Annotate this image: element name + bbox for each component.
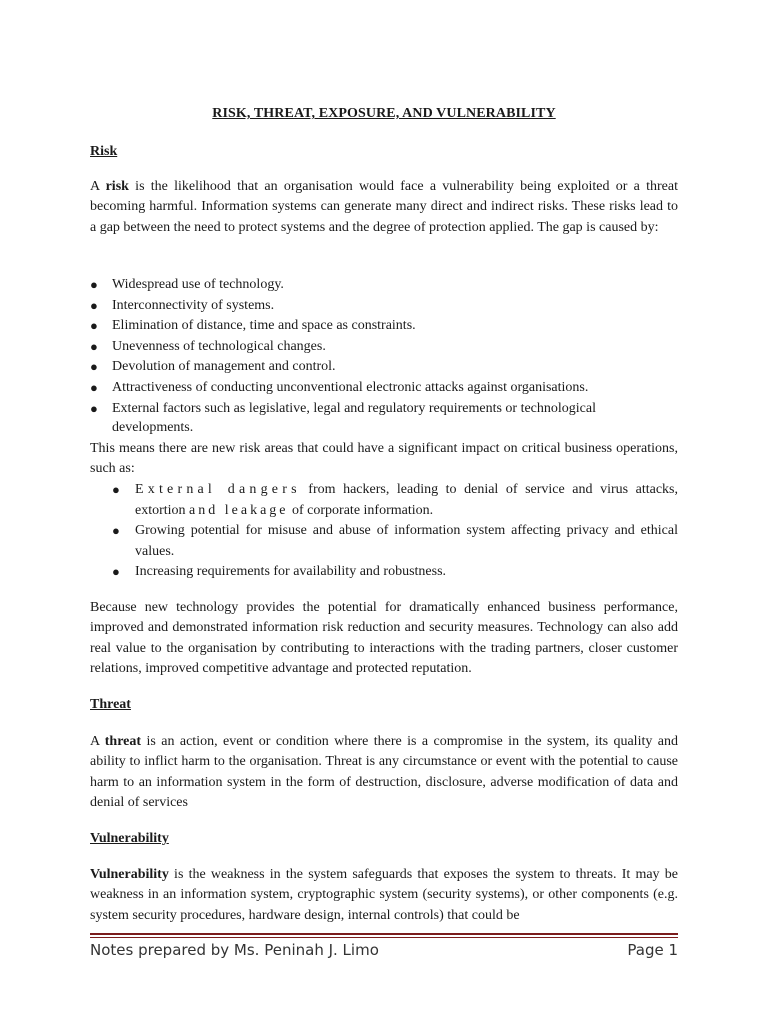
bullet-icon: ● — [90, 277, 98, 292]
list-item — [90, 337, 678, 358]
risk-intro-text: is the likelihood that an organisation would face a vulnerability being exploited or a threat becoming harmful. Information systems can generate many direct and indirect risks. These risks lead to a gap between the need to protect systems and the degree of protection applied. The gap is caused by: — [90, 179, 678, 235]
risk-intro-lead: A — [90, 179, 106, 194]
page-title: RISK, THREAT, EXPOSURE, AND VULNERABILITY — [212, 106, 556, 121]
vulnerability-heading: Vulnerability — [90, 831, 169, 846]
list-item — [112, 562, 678, 583]
list-item-text: Devolution of management and control. — [112, 359, 336, 375]
bullet-icon: ● — [90, 400, 98, 416]
footer-author: Notes prepared by Ms. Peninah J. Limo — [90, 941, 379, 959]
bullet-icon: ● — [112, 564, 120, 580]
list-item-text: Unevenness of technological changes. — [112, 338, 326, 354]
list-item — [90, 378, 678, 399]
list-item-text: Increasing requirements for availability and robustness. — [135, 564, 447, 580]
list-item-text: from hackers, leading to denial of service and virus attacks, extortion — [135, 482, 679, 518]
list-item — [90, 399, 678, 438]
risk-because-paragraph: Because new technology provides the potential for dramatically enhanced business performance, improved and demonstrated information risk reduction and security measures. Technology can also add real value to the organisation by contributing to interactions with the trading partners, closer customer relations, improved competitive advantage and protected reputation. — [90, 600, 678, 676]
threat-term: threat — [104, 734, 142, 749]
list-item-text: of corporate information. — [288, 502, 434, 518]
list-item — [90, 316, 678, 337]
bullet-icon: ● — [90, 379, 98, 395]
list-item — [112, 521, 678, 562]
bullet-icon: ● — [112, 523, 120, 539]
footer-divider — [90, 933, 678, 935]
risk-causes-list — [90, 275, 678, 438]
list-item-text: External factors such as legislative, legal and regulatory requirements or technological developments. — [112, 400, 596, 436]
footer-page-number: Page 1 — [627, 941, 678, 959]
vulnerability-text: is the weakness in the system safeguards that exposes the system to threats. It may be weakness in an information system, cryptographic system (security systems), or other components (e.g. system security procedures, hardware design, internal controls) that could be — [90, 867, 678, 923]
bullet-icon: ● — [90, 338, 98, 354]
risk-intro-paragraph — [90, 177, 678, 238]
list-item — [90, 296, 678, 317]
list-item — [90, 357, 678, 378]
risk-areas-list — [112, 480, 678, 583]
list-item-text: Attractiveness of conducting unconventional electronic attacks against organisations. — [112, 379, 589, 395]
risk-heading: Risk — [90, 144, 118, 159]
vulnerability-paragraph — [90, 865, 678, 926]
bullet-icon: ● — [112, 482, 120, 497]
list-item-text: Elimination of distance, time and space as constraints. — [112, 318, 416, 334]
list-item-text: Widespread use of technology. — [112, 277, 284, 292]
vulnerability-term: Vulnerability — [90, 867, 169, 882]
threat-lead: A — [90, 734, 105, 749]
list-item — [112, 480, 678, 521]
list-item-text: Growing potential for misuse and abuse of information system affecting privacy and ethical values. — [135, 523, 678, 559]
footer-divider-thin — [90, 937, 678, 938]
list-item-text: Interconnectivity of systems. — [112, 297, 275, 313]
emphasis-text: and leakage — [189, 502, 289, 518]
bullet-icon: ● — [90, 359, 98, 375]
threat-text: is an action, event or condition where there is a compromise in the system, its quality and ability to inflict harm to the organisation. Threat is any circumstance or event with the potential to cause harm to an information system in the form of destruction, disclosure, adverse modification of data and denial of services — [90, 734, 678, 810]
list-item — [90, 275, 678, 296]
threat-paragraph — [90, 732, 678, 813]
bullet-icon: ● — [90, 318, 98, 334]
risk-term: risk — [105, 179, 129, 194]
emphasis-text: External dangers — [135, 482, 301, 497]
risk-means-paragraph: This means there are new risk areas that could have a significant impact on critical business operations, such as: — [90, 441, 678, 477]
threat-heading: Threat — [90, 697, 131, 712]
bullet-icon: ● — [90, 297, 98, 313]
